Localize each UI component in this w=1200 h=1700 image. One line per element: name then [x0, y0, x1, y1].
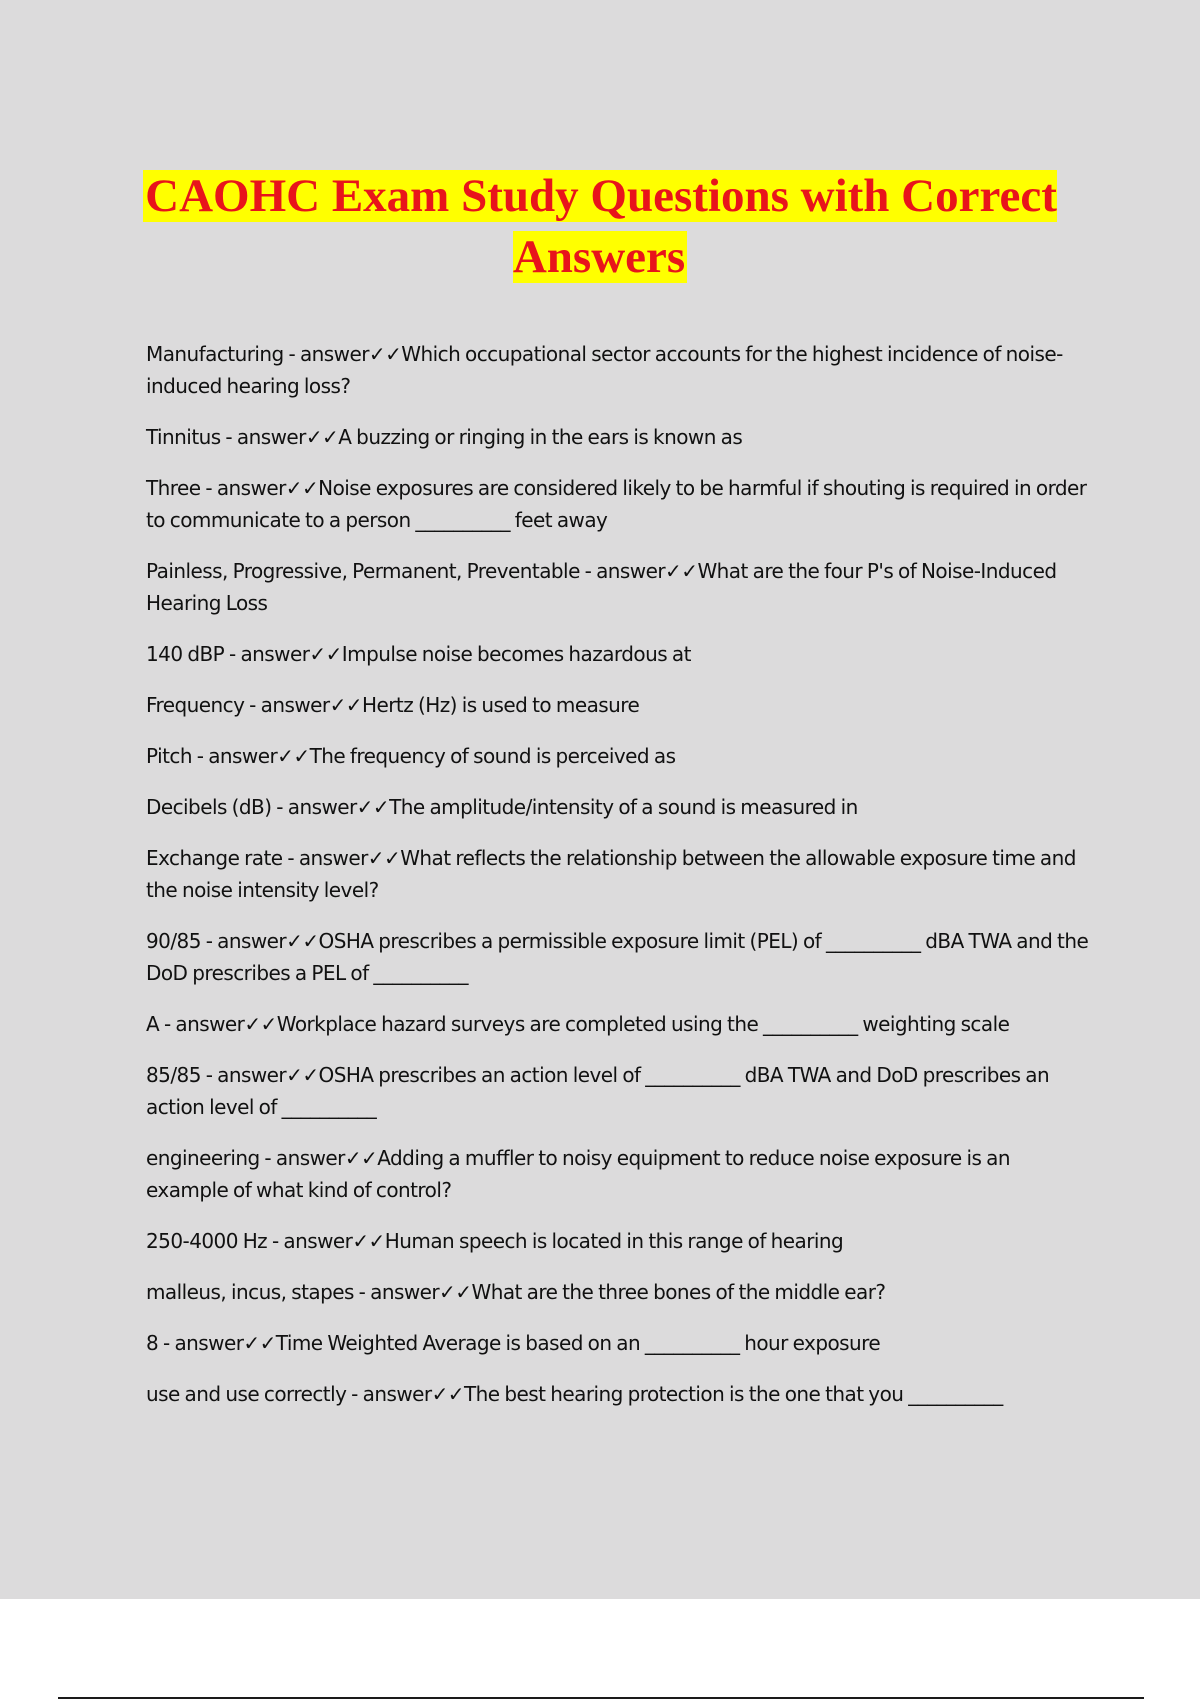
qa-item: Decibels (dB) - answer✓✓The amplitude/intensity of a sound is measured in — [146, 795, 858, 819]
footer-divider — [58, 1697, 1144, 1699]
qa-item: 250-4000 Hz - answer✓✓Human speech is located in this range of hearing — [146, 1229, 844, 1253]
qa-item: A - answer✓✓Workplace hazard surveys are completed using the __________ weighting scale — [146, 1012, 1010, 1036]
qa-item: Pitch - answer✓✓The frequency of sound is perceived as — [146, 744, 676, 768]
qa-item: Three - answer✓✓Noise exposures are considered likely to be harmful if shouting is required in order to communicate to a person __________ feet away — [146, 476, 1087, 532]
qa-item: 140 dBP - answer✓✓Impulse noise becomes hazardous at — [146, 642, 691, 666]
qa-item: Manufacturing - answer✓✓Which occupational sector accounts for the highest incidence of noise-induced hearing loss? — [146, 342, 1063, 398]
qa-item: 90/85 - answer✓✓OSHA prescribes a permissible exposure limit (PEL) of __________ dBA TWA and the DoD prescribes a PEL of __________ — [146, 929, 1089, 985]
qa-item: 85/85 - answer✓✓OSHA prescribes an action level of __________ dBA TWA and DoD prescribes an action level of __________ — [146, 1063, 1050, 1119]
document-title-text: CAOHC Exam Study Questions with Correct Answers — [145, 170, 1057, 283]
document-title — [130, 166, 1070, 288]
qa-item: 8 - answer✓✓Time Weighted Average is based on an __________ hour exposure — [146, 1331, 881, 1355]
qa-item: malleus, incus, stapes - answer✓✓What are the three bones of the middle ear? — [146, 1280, 886, 1304]
qa-item: use and use correctly - answer✓✓The best hearing protection is the one that you __________ — [146, 1382, 1003, 1406]
qa-item: Tinnitus - answer✓✓A buzzing or ringing in the ears is known as — [146, 425, 743, 449]
qa-item: Frequency - answer✓✓Hertz (Hz) is used to measure — [146, 693, 640, 717]
qa-item: Exchange rate - answer✓✓What reflects the relationship between the allowable exposure time and the noise intensity level? — [146, 846, 1076, 902]
qa-item: Painless, Progressive, Permanent, Preventable - answer✓✓What are the four P's of Noise-Induced Hearing Loss — [146, 559, 1057, 615]
qa-item: engineering - answer✓✓Adding a muffler to noisy equipment to reduce noise exposure is an example of what kind of control? — [146, 1146, 1010, 1202]
qa-list — [146, 338, 1092, 1429]
